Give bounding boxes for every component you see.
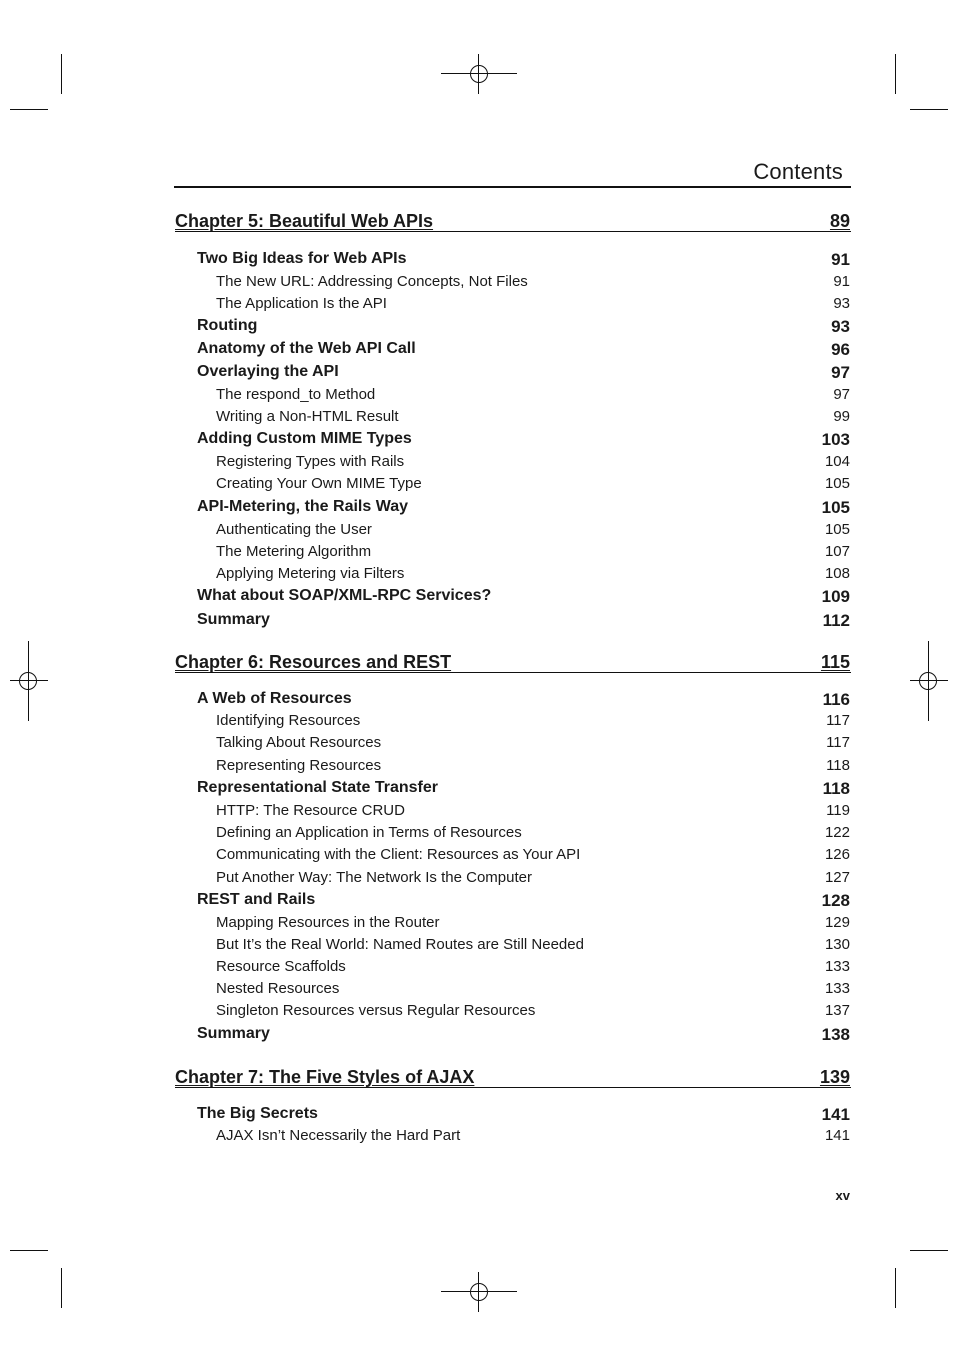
toc-entry-title: The Application Is the API [216,295,387,312]
toc-entry-title: Identifying Resources [216,712,361,729]
toc-entry-title: Chapter 7: The Five Styles of AJAX [175,1067,475,1087]
toc-entry-page: 137 [824,1002,850,1019]
toc-entry-page: 99 [833,408,850,425]
toc-entry-page: 133 [824,958,850,975]
toc-entry-page: 122 [824,824,850,841]
toc-entry-page: 133 [824,980,850,997]
toc-entry-page: 97 [833,386,850,403]
toc-entry-title: Put Another Way: The Network Is the Computer [216,869,532,886]
toc-entry-page: 105 [821,498,850,517]
toc-entry-title: Adding Custom MIME Types [197,430,412,447]
toc-entry-title: Authenticating the User [216,521,372,538]
toc-entry-title: API-Metering, the Rails Way [197,498,408,515]
toc-entry-page: 93 [831,317,850,336]
toc-entry-page: 141 [824,1127,850,1144]
toc-entry-title: Resource Scaffolds [216,958,346,975]
toc-entry-title: Summary [197,611,270,628]
toc-entry-title: The New URL: Addressing Concepts, Not Files [216,273,528,290]
toc-entry-title: REST and Rails [197,891,316,908]
toc-entry-title: Overlaying the API [197,363,339,380]
toc-entry-title: What about SOAP/XML-RPC Services? [197,587,492,604]
toc-entry-page: 105 [824,475,850,492]
toc-entry-page: 139 [819,1067,850,1087]
toc-entry-title: But It’s the Real World: Named Routes are Still Needed [216,936,584,953]
toc-entry-page: 127 [824,869,850,886]
toc-entry-page: 115 [820,652,850,672]
toc-entry-page: 109 [821,587,850,606]
toc-entry-page: 108 [824,565,850,582]
toc-entry-page: 116 [822,690,850,709]
page-header-title: Contents [753,159,843,184]
toc-entry-page: 130 [824,936,850,953]
toc-entry-page: 126 [824,846,850,863]
toc-entry-title: Writing a Non-HTML Result [216,408,399,425]
toc-entry-page: 107 [824,543,850,560]
toc-entry-page: 118 [826,757,850,774]
toc-entry-page: 119 [826,802,850,819]
toc-entry-title: Anatomy of the Web API Call [197,340,416,357]
toc-entry-page: 105 [824,521,850,538]
header-rule [174,186,851,188]
toc-entry-title: Creating Your Own MIME Type [216,475,422,492]
toc-entry-title: Registering Types with Rails [216,453,405,470]
toc-entry-title: HTTP: The Resource CRUD [216,802,405,819]
toc-entry-title: Applying Metering via Filters [216,565,405,582]
toc-entry-page: 129 [824,914,850,931]
toc-entry-page: 117 [826,712,850,729]
toc-entry-title: Communicating with the Client: Resources as Your API [216,846,581,863]
toc-entry-title: Representational State Transfer [197,779,438,796]
toc-entry-page: 117 [826,734,850,751]
toc-entry-title: Routing [197,317,258,334]
toc-entry-page: 104 [824,453,850,470]
chapter-rule [175,672,851,673]
toc-entry-title: Mapping Resources in the Router [216,914,440,931]
toc-entry-title: Summary [197,1025,270,1042]
toc-entry-title: Defining an Application in Terms of Resources [216,824,522,841]
toc-entry-page: 93 [833,295,850,312]
toc-entry-page: 118 [822,779,850,798]
toc-entry-page: 96 [831,340,850,359]
toc-entry-title: Two Big Ideas for Web APIs [197,250,407,267]
toc-entry-title: AJAX Isn’t Necessarily the Hard Part [216,1127,461,1144]
toc-entry-page: 112 [822,611,850,630]
toc-entry-page: 128 [821,891,850,910]
chapter-rule [175,231,851,232]
toc-entry-page: 97 [831,363,850,382]
toc-entry-page: 103 [821,430,850,449]
toc-entry-title: The respond_to Method [216,386,376,403]
toc-entry-title: The Metering Algorithm [216,543,372,560]
toc-entry-page: 91 [833,273,850,290]
toc-entry-title: Chapter 6: Resources and REST [175,652,452,672]
toc-entry-title: Representing Resources [216,757,382,774]
toc-entry-title: The Big Secrets [197,1105,318,1122]
toc-entry-page: 91 [831,250,850,269]
toc-entry-page: 141 [821,1105,850,1124]
chapter-rule [175,1087,851,1088]
page-number: xv [835,1188,850,1203]
toc-entry-title: A Web of Resources [197,690,352,707]
toc-entry-title: Chapter 5: Beautiful Web APIs [175,211,434,231]
toc-entry-page: 138 [821,1025,850,1044]
toc-entry-page: 89 [829,211,850,231]
toc-entry-title: Talking About Resources [216,734,382,751]
toc-entry-title: Singleton Resources versus Regular Resources [216,1002,536,1019]
toc-entry-title: Nested Resources [216,980,340,997]
